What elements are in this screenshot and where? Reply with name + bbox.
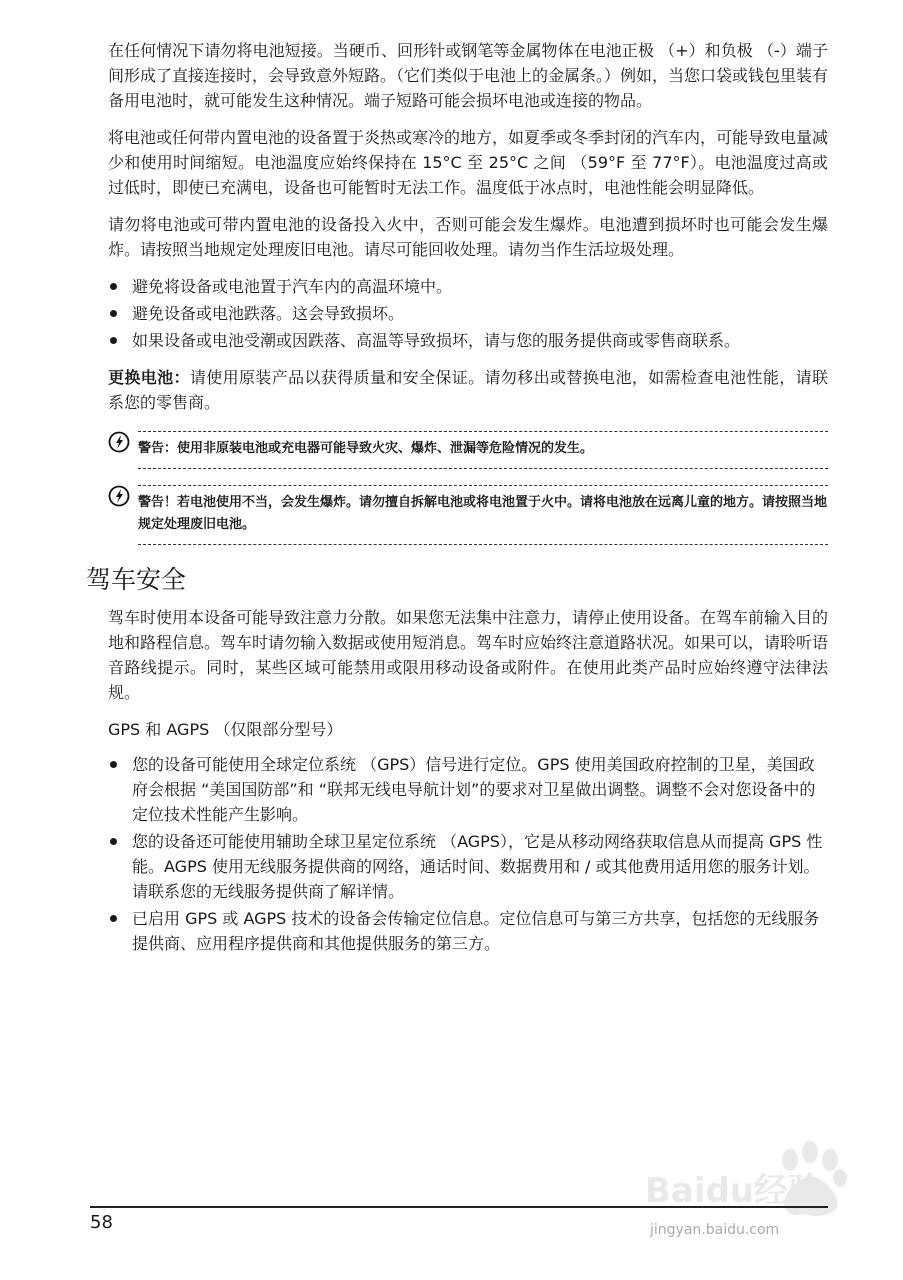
divider — [138, 468, 828, 469]
list-item: 避免将设备或电池置于汽车内的高温环境中。 — [108, 274, 828, 299]
list-item: 已启用 GPS 或 AGPS 技术的设备会传输定位信息。定位信息可与第三方共享，包括您的无线服务提供商、应用程序提供商和其他提供服务的第三方。 — [108, 906, 828, 956]
gps-heading: GPS 和 AGPS （仅限部分型号） — [108, 720, 343, 739]
paragraph-fire: 请勿将电池或可带内置电池的设备投入火中，否则可能会发生爆炸。电池遭到损坏时也可能会发生爆炸。请按照当地规定处理废旧电池。请尽可能回收处理。请勿当作生活垃圾处理。 — [108, 215, 828, 259]
page-content — [86, 38, 829, 968]
gps-bullet-list — [108, 752, 828, 956]
footer-divider — [90, 1206, 828, 1208]
warning-text: 警告！若电池使用不当，会发生爆炸。请勿擅自拆解电池或将电池置于火中。请将电池放在远离儿童的地方。请按照当地规定处理废旧电池。 — [138, 495, 828, 532]
watermark-url: jingyan.baidu.com — [650, 1222, 780, 1238]
paragraph-short-circuit: 在任何情况下请勿将电池短接。当硬币、回形针或钢笔等金属物体在电池正极 （+）和负极 （-）端子间形成了直接连接时，会导致意外短路。（它们类似于电池上的金属条。）例如，当您口袋或钱包里装有备用电池时，就可能发生这种情况。端子短路可能会损坏电池或连接的物品。 — [108, 41, 829, 110]
warning-box-1 — [108, 431, 828, 469]
replace-text: 请使用原装产品以获得质量和安全保证。请勿移出或替换电池，如需检查电池性能，请联系您的零售商。 — [108, 368, 828, 412]
list-item: 如果设备或电池受潮或因跌落、高温等导致损坏，请与您的服务提供商或零售商联系。 — [108, 328, 828, 353]
list-item: 您的设备可能使用全球定位系统 （GPS）信号进行定位。GPS 使用美国政府控制的卫星，美国政府会根据 “美国国防部”和 “联邦无线电导航计划”的要求对卫星做出调整。调整不会对您设备中的定位技术性能产生影响。 — [108, 752, 828, 827]
replace-label: 更换电池： — [108, 368, 190, 387]
lightning-warning-icon — [108, 431, 130, 453]
page-number: 58 — [90, 1212, 113, 1233]
list-item: 您的设备还可能使用辅助全球卫星定位系统 （AGPS），它是从移动网络获取信息从而提高 GPS 性能。AGPS 使用无线服务提供商的网络，通话时间、数据费用和 / 或其他费用适用您的服务计划。请联系您的无线服务提供商了解详情。 — [108, 829, 828, 904]
list-item: 避免设备或电池跌落。这会导致损坏。 — [108, 301, 828, 326]
paragraph-temperature: 将电池或任何带内置电池的设备置于炎热或寒冷的地方，如夏季或冬季封闭的汽车内，可能导致电量减少和使用时间缩短。电池温度应始终保持在 15°C 至 25°C 之间 （59°F 至 77°F）。电池温度过高或过低时，即使已充满电，设备也可能暂时无法工作。温度低于冰点时，电池性能会明显降低。 — [108, 128, 829, 197]
warning-box-2 — [108, 485, 828, 545]
paragraph-driving: 驾车时使用本设备可能导致注意力分散。如果您无法集中注意力，请停止使用设备。在驾车前输入目的地和路程信息。驾车时请勿输入数据或使用短消息。驾车时应始终注意道路状况。如果可以，请聆听语音路线提示。同时，某些区域可能禁用或限用移动设备或附件。在使用此类产品时应始终遵守法律法规。 — [108, 608, 829, 702]
watermark-logo-text: Baidu经验 — [645, 1171, 823, 1211]
lightning-warning-icon — [108, 485, 130, 507]
paragraph-replace-battery — [108, 365, 828, 415]
section-title: 驾车安全 — [86, 565, 187, 594]
warning-text: 警告：使用非原装电池或充电器可能导致火灾、爆炸、泄漏等危险情况的发生。 — [138, 441, 594, 456]
divider — [138, 544, 828, 545]
battery-bullet-list — [108, 274, 828, 353]
